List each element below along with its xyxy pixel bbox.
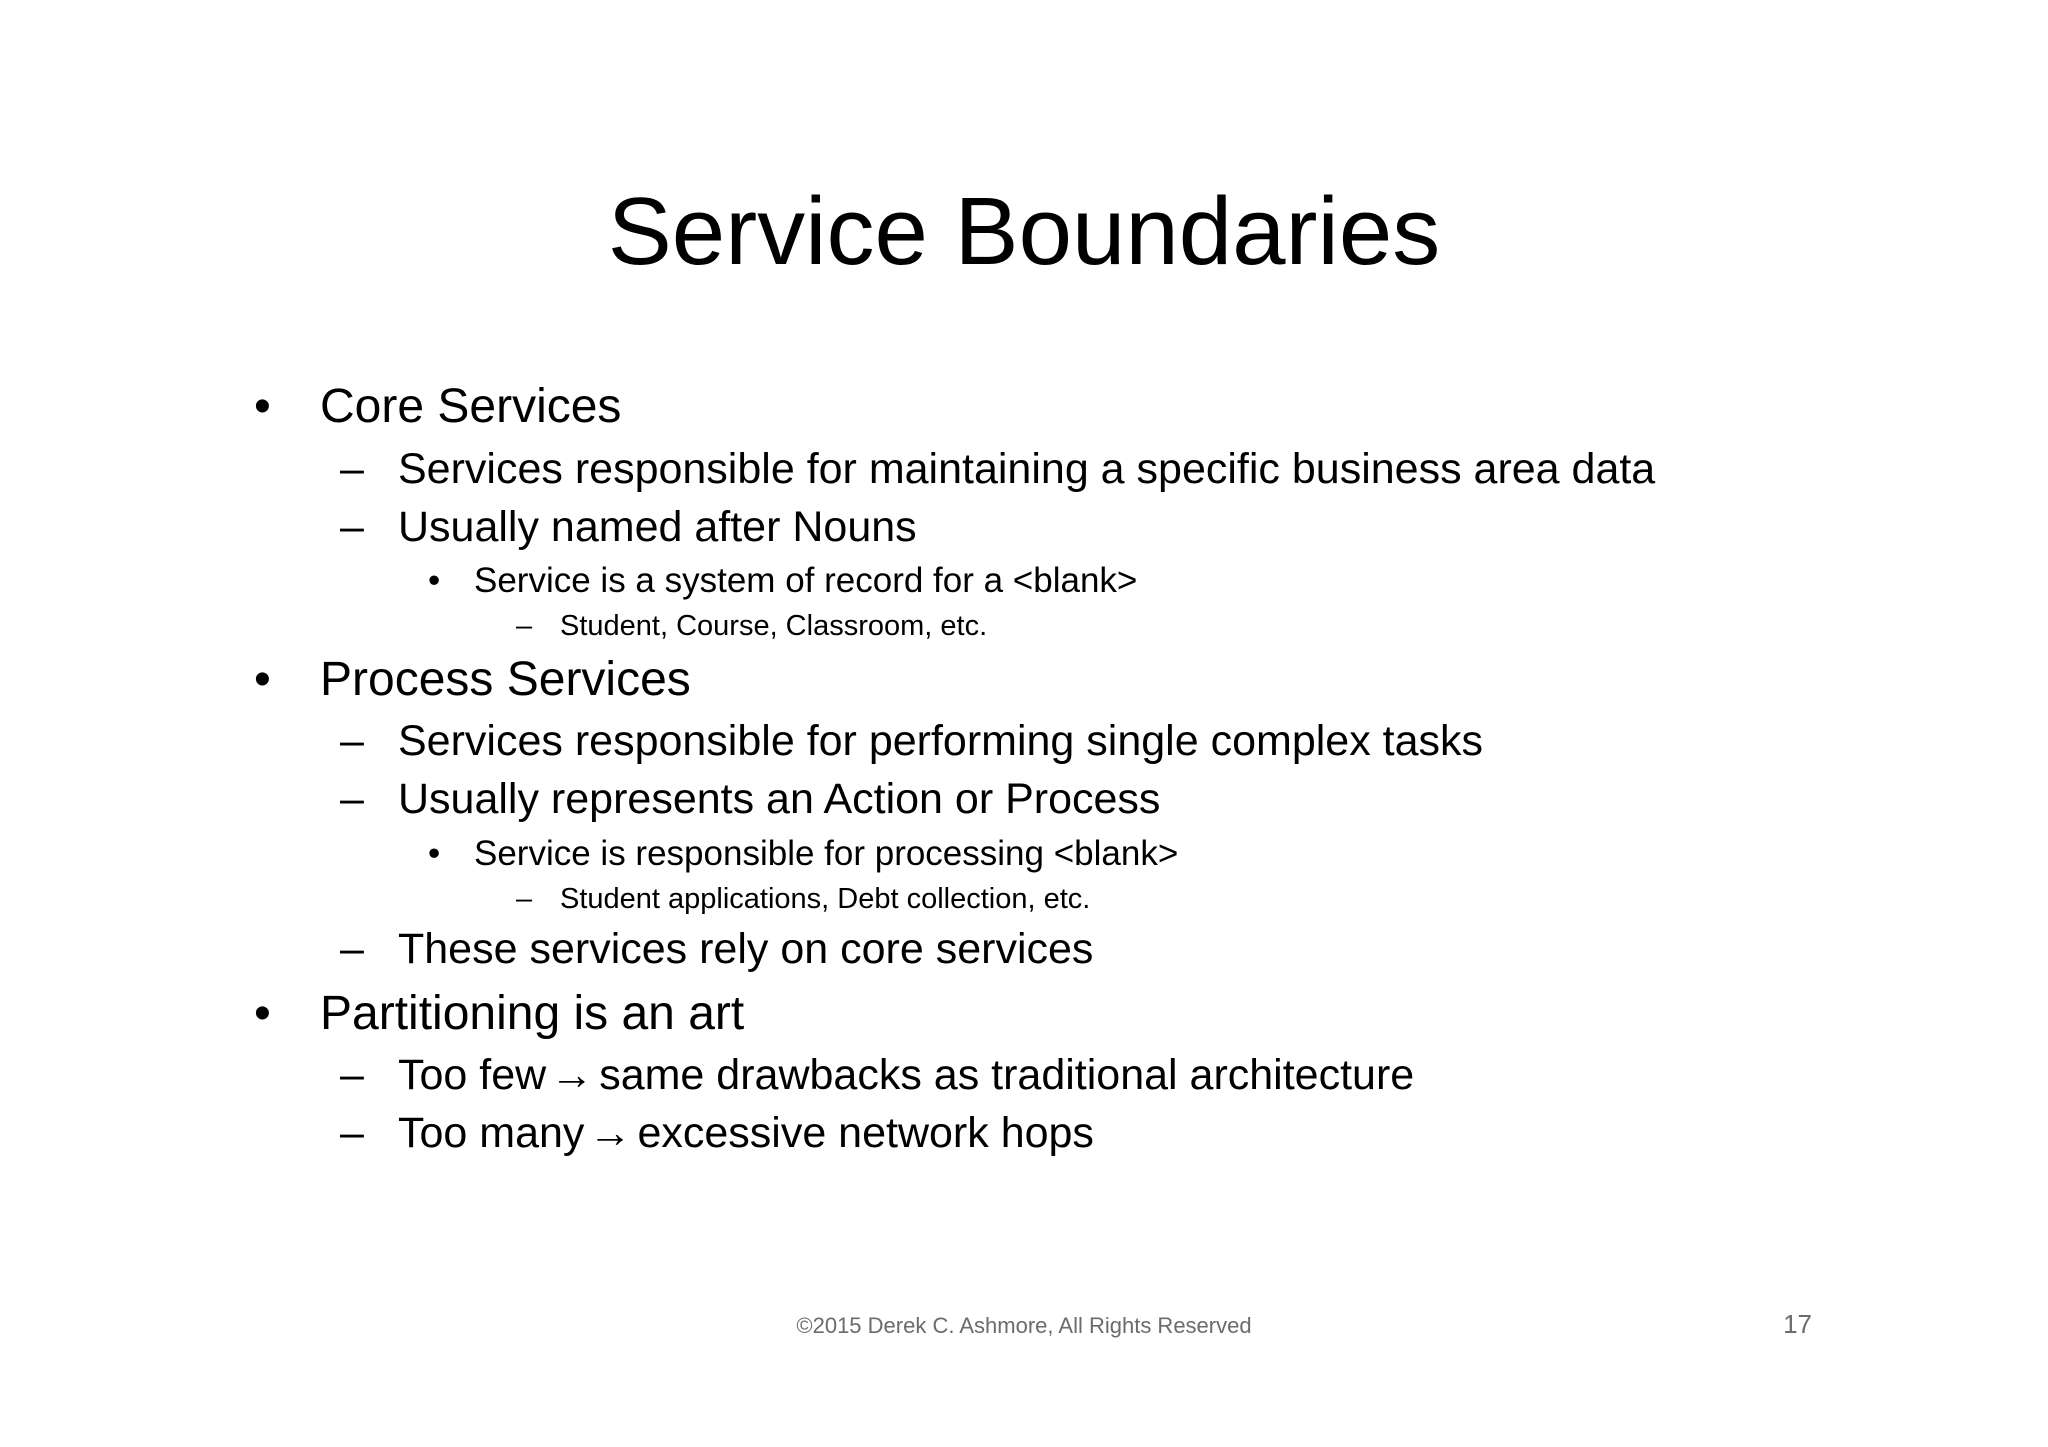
- bullet-core-services: Core Services: [320, 380, 622, 433]
- too-few-consequence: same drawbacks as traditional architecture: [599, 1051, 1415, 1099]
- sub-bullet-marker: –: [340, 503, 364, 551]
- right-arrow-icon: →: [550, 1051, 594, 1099]
- bullet-marker: •: [254, 987, 271, 1040]
- bullet-marker: •: [254, 380, 271, 433]
- sub-bullet-marker: –: [340, 445, 364, 493]
- sub-bullet-marker: –: [340, 775, 364, 823]
- sub-bullet-too-few: [398, 1050, 1414, 1100]
- sub-sub-sub-bullet-marker: –: [516, 610, 533, 642]
- sub-bullet-process-tasks: Services responsible for performing single complex tasks: [398, 717, 1484, 765]
- sub-bullet-process-rely: These services rely on core services: [398, 925, 1094, 973]
- sub-bullet-too-many: [398, 1108, 1094, 1158]
- sub-bullet-core-nouns: Usually named after Nouns: [398, 503, 917, 551]
- too-few-label: Too few: [398, 1051, 547, 1099]
- sub-bullet-core-maintaining: Services responsible for maintaining a specific business area data: [398, 445, 1656, 493]
- sub-sub-sub-bullet-marker: –: [516, 883, 533, 915]
- footer-copyright: ©2015 Derek C. Ashmore, All Rights Reserved: [796, 1313, 1252, 1338]
- bullet-process-services: Process Services: [320, 653, 691, 706]
- bullet-marker: •: [254, 653, 271, 706]
- page-number: 17: [1783, 1309, 1812, 1339]
- sub-sub-bullet-processing: Service is responsible for processing <blank>: [474, 834, 1179, 873]
- sub-bullet-marker: –: [340, 717, 364, 765]
- sub-sub-bullet-marker: •: [428, 834, 441, 873]
- sub-sub-bullet-system-of-record: Service is a system of record for a <blank>: [474, 561, 1138, 600]
- sub-bullet-process-action: Usually represents an Action or Process: [398, 775, 1161, 823]
- sub-bullet-marker: –: [340, 1109, 364, 1157]
- too-many-consequence: excessive network hops: [637, 1109, 1094, 1157]
- sub-sub-bullet-marker: •: [428, 561, 441, 600]
- too-many-label: Too many: [398, 1109, 585, 1157]
- sub-sub-sub-bullet-core-examples: Student, Course, Classroom, etc.: [560, 610, 988, 642]
- slide-title: Service Boundaries: [607, 178, 1441, 285]
- sub-bullet-marker: –: [340, 1051, 364, 1099]
- bullet-partitioning: Partitioning is an art: [320, 987, 745, 1040]
- sub-sub-sub-bullet-process-examples: Student applications, Debt collection, etc.: [560, 883, 1091, 915]
- right-arrow-icon: →: [588, 1109, 632, 1157]
- sub-bullet-marker: –: [340, 925, 364, 973]
